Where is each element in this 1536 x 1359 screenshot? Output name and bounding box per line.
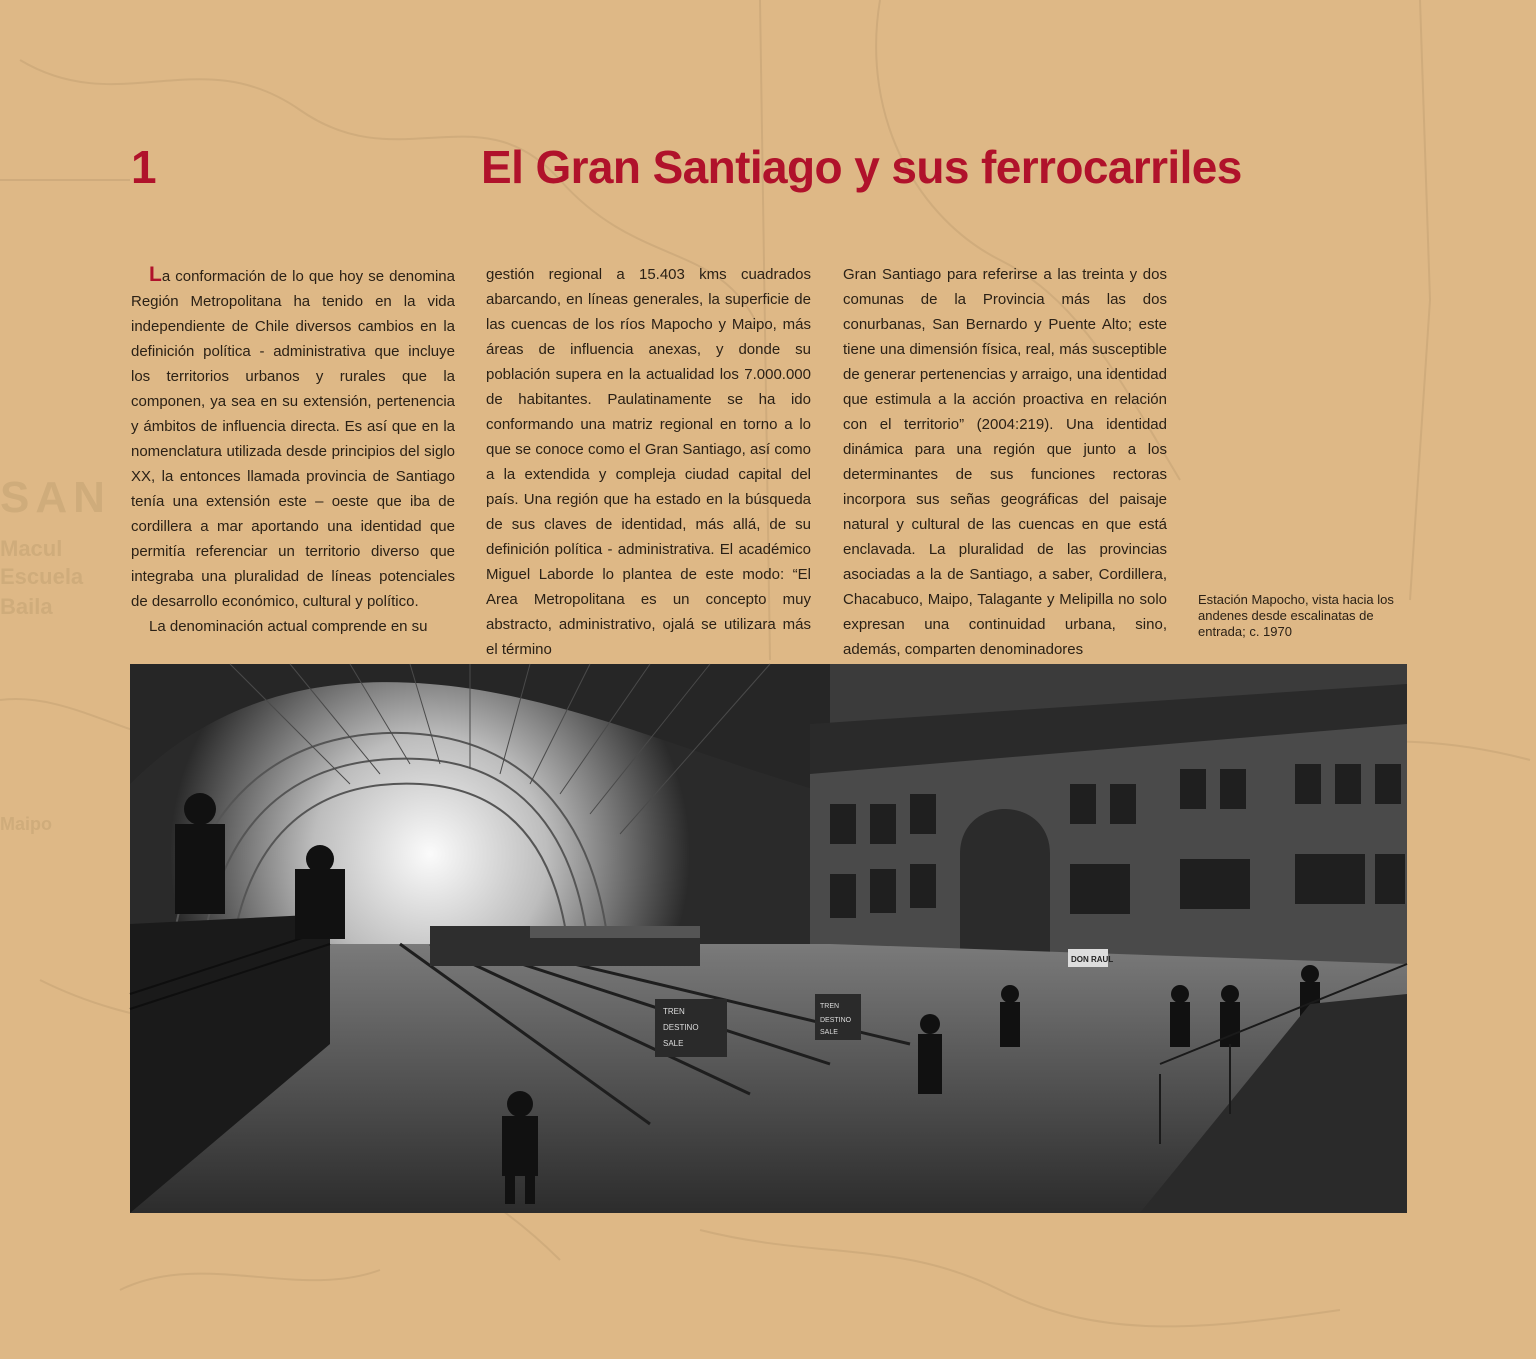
sign-mid-sale: SALE [820, 1029, 838, 1036]
sign-left-destino: DESTINO [663, 1023, 699, 1032]
sign-left-tren: TREN [663, 1007, 685, 1016]
sign-left-sale: SALE [663, 1039, 684, 1048]
map-label-escuela: Escuela [0, 564, 84, 589]
map-label-baila: Baila [0, 594, 53, 619]
photo-caption: Estación Mapocho, vista hacia los andenes desde escalinatas de entrada; c. 1970 [1198, 592, 1394, 639]
text-column-1 [131, 262, 455, 638]
map-label-maipo: Maipo [0, 814, 52, 834]
chapter-title: El Gran Santiago y sus ferrocarriles [481, 141, 1242, 193]
text-column-2 [486, 262, 811, 658]
paragraph-col3: Gran Santiago para referirse a las treinta y dos comunas de la Provincia más las dos conurbanas, San Bernardo y Puente Alto; este tiene una dimensión física, real, más susceptible de generar pertenencias y arraigo, una identidad que estimula a la acción proactiva en relación con el territorio” (2004:219). Una identidad dinámica para una región que junto a los determinantes de sus funciones rectoras incorpora sus señas geográficas del paisaje natural y cultural de las cuencas en que está enclavada. La pluralidad de las provincias asociadas a la de Santiago, a saber, Cordillera, Chacabuco, Maipo, Talagante y Melipilla no solo expresan una continuidad urbana, sino, además, comparten denominadores [843, 266, 1167, 658]
map-label-san: SAN [0, 473, 111, 522]
sign-mid-tren: TREN [820, 1003, 840, 1010]
paragraph-1 [131, 262, 455, 614]
map-label-macul: Macul [0, 536, 63, 561]
text-column-3 [843, 262, 1167, 658]
station-photo-illustration [130, 664, 1407, 1213]
sign-mid-destino: DESTINO [820, 1017, 852, 1024]
shop-sign: DON RAUL [1071, 955, 1114, 964]
station-photo [130, 664, 1407, 1213]
paragraph-2: La denominación actual comprende en su [149, 618, 428, 635]
drop-cap: L [149, 263, 162, 286]
chapter-number: 1 [131, 141, 157, 193]
paragraph-1-text: a conformación de lo que hoy se denomina Región Metropolitana ha tenido en la vida independiente de Chile diversos cambios en la definición política - administrativa que incluye los territorios urbanos y rurales que la componen, ya sea en su extensión, pertenencia y ámbitos de influencia directa. Es así que en la nomenclatura utilizada desde principios del siglo XX, la entonces llamada provincia de Santiago tenía una extensión este – oeste que iba de cordillera a mar aportando una identidad que permitía referenciar un territorio diverso que integraba una pluralidad de líneas potenciales de desarrollo económico, cultural y político. [131, 268, 455, 610]
paragraph-col2: gestión regional a 15.403 kms cuadrados abarcando, en líneas generales, la superficie de las cuencas de los ríos Mapocho y Maipo, más áreas de influencia anexas, y donde su población supera en la actualidad los 7.000.000 de habitantes. Paulatinamente se ha ido conformando una matriz regional en torno a lo que se conoce como el Gran Santiago, así como a la extendida y compleja ciudad capital del país. Una región que ha estado en la búsqueda de sus claves de identidad, más allá, de su definición política - administrativa. El académico Miguel Laborde lo plantea de este modo: “El Area Metropolitana es un concepto muy abstracto, administrativo, ojalá se utilizara más el término [486, 266, 811, 658]
